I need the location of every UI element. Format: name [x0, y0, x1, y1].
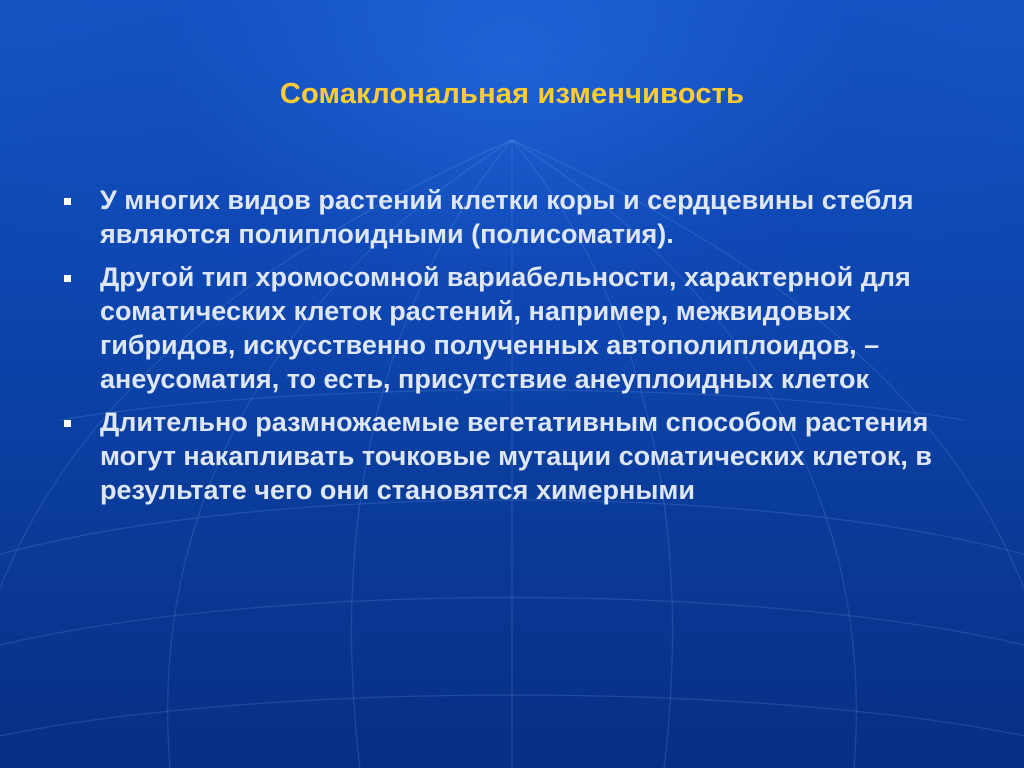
bullet-item — [60, 405, 970, 507]
square-bullet-icon — [64, 420, 71, 427]
bullet-item — [60, 260, 970, 396]
bullet-list — [60, 183, 970, 516]
bullet-item — [60, 183, 970, 251]
bullet-text: Другой тип хромосомной вариабельности, характерной для соматических клеток растений, например, межвидовых гибридов, искусственно полученных автополиплоидов, – анеусоматия, то есть, присутствие анеуплоидных клеток — [100, 262, 911, 394]
slide-title: Сомаклональная изменчивость — [279, 78, 745, 110]
bullet-text: У многих видов растений клетки коры и сердцевины стебля являются полиплоидными (полисоматия). — [100, 185, 914, 249]
bullet-text: Длительно размножаемые вегетативным способом растения могут накапливать точковые мутации соматических клеток, в результате чего они становятся химерными — [100, 407, 932, 505]
square-bullet-icon — [64, 198, 71, 205]
square-bullet-icon — [64, 275, 71, 282]
